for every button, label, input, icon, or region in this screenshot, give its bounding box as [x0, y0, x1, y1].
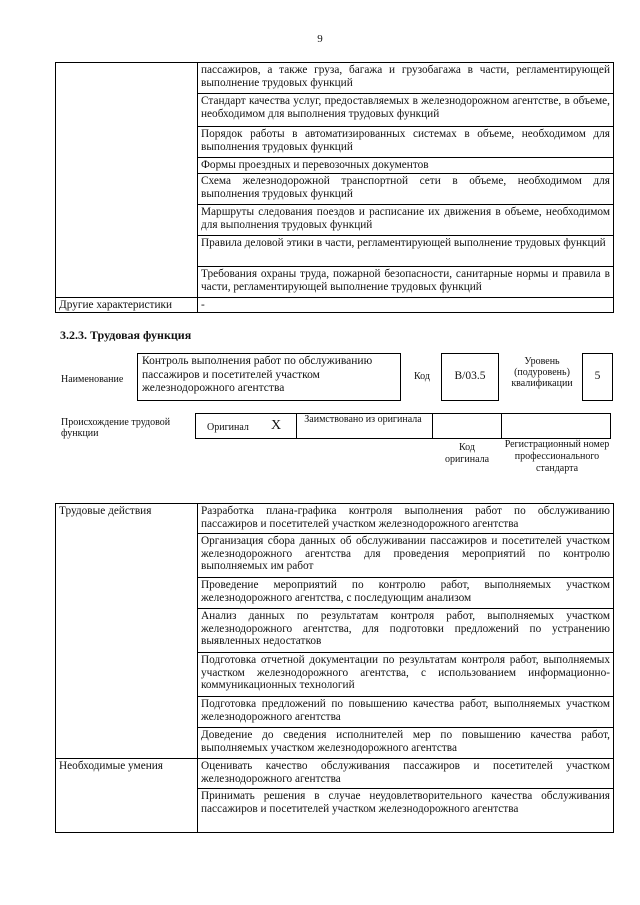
origin-box	[195, 413, 611, 439]
other-characteristics-label: Другие характеристики	[56, 298, 198, 313]
name-label: Наименование	[61, 374, 124, 385]
other-characteristics-value: -	[198, 298, 614, 313]
code-caption: Код оригинала	[444, 442, 490, 465]
table-row: Принимать решения в случае неудовлетворительного качества обслуживания пассажиров и посетителей участком железнодорожного агентства	[198, 789, 614, 833]
code-label: Код	[414, 371, 430, 382]
table-row: Схема железнодорожной транспортной сети в объеме, необходимом для выполнения трудовых функций	[198, 174, 614, 205]
level-value: 5	[582, 353, 613, 401]
table-left-cell	[56, 63, 198, 298]
table-row: Проведение мероприятий по контролю работ, выполняемых участком железнодорожного агентства, с последующим анализом	[198, 578, 614, 609]
reg-caption: Регистрационный номер профессионального стандарта	[504, 439, 610, 474]
skills-label: Необходимые умения	[56, 759, 198, 833]
table-row: Порядок работы в автоматизированных системах в объеме, необходимом для выполнения трудовых функций	[198, 127, 614, 158]
table-row: пассажиров, а также груза, багажа и грузобагажа в части, регламентирующей выполнение трудовых функций	[198, 63, 614, 94]
original-label: Оригинал	[207, 422, 249, 433]
table-row: Стандарт качества услуг, предоставляемых в железнодорожном агентстве, в объеме, необходимом для выполнения трудовых функций	[198, 94, 614, 127]
level-label: Уровень (подуровень) квалификации	[511, 356, 573, 389]
divider	[296, 413, 297, 439]
actions-label: Трудовые действия	[56, 504, 198, 759]
table-row: Маршруты следования поездов и расписание их движения в объеме, необходимом для выполнения трудовых функций	[198, 205, 614, 236]
table-row: Подготовка предложений по повышению качества работ, выполняемых участком железнодорожного агентства	[198, 697, 614, 728]
borrowed-label: Заимствовано из оригинала	[304, 414, 422, 425]
origin-label: Происхождение трудовой функции	[61, 417, 171, 439]
table-row: Разработка плана-графика контроля выполнения работ по обслуживанию пассажиров и посетителей участком железнодорожного агентства	[198, 504, 614, 534]
function-code: B/03.5	[441, 353, 499, 401]
divider	[501, 413, 502, 439]
function-name: Контроль выполнения работ по обслуживанию пассажиров и посетителей участком железнодорожного агентства	[137, 353, 401, 401]
section-heading: 3.2.3. Трудовая функция	[60, 328, 192, 342]
knowledge-table	[55, 62, 614, 313]
table-row: Анализ данных по результатам контроля работ, выполняемых участком железнодорожного агентства, для подготовки предложений по устранению выявленных недостатков	[198, 609, 614, 653]
table-row: Доведение до сведения исполнителей мер по повышению качества работ, выполняемых участком железнодорожного агентства	[198, 728, 614, 759]
function-table	[55, 503, 614, 833]
table-row: Оценивать качество обслуживания пассажиров и посетителей участком железнодорожного агентства	[198, 759, 614, 789]
page-number: 9	[317, 33, 323, 45]
divider	[432, 413, 433, 439]
table-row: Организация сбора данных об обслуживании пассажиров и посетителей участком железнодорожного агентства для проведения мероприятий по контролю выполняемых им работ	[198, 534, 614, 578]
original-mark: X	[271, 418, 282, 433]
table-row: Правила деловой этики в части, регламентирующей выполнение трудовых функций	[198, 236, 614, 267]
table-row: Формы проездных и перевозочных документов	[198, 158, 614, 174]
table-row: Требования охраны труда, пожарной безопасности, санитарные нормы и правила в части, регламентирующей выполнение трудовых функций	[198, 267, 614, 298]
table-row: Подготовка отчетной документации по результатам контроля работ, выполняемых участком железнодорожного агентства, с использованием информационно-коммуникационных технологий	[198, 653, 614, 697]
